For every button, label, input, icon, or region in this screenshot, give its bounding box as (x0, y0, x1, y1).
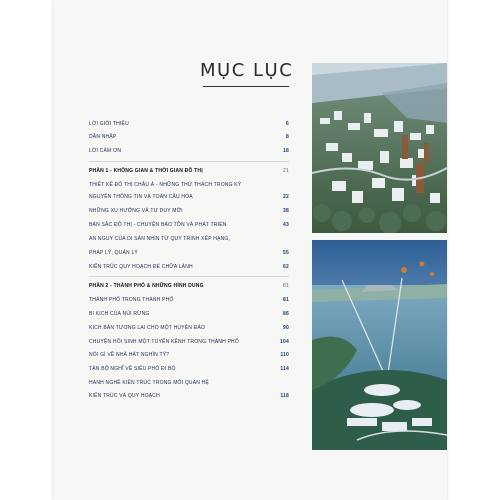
section-divider (89, 276, 289, 277)
toc-entry-label: CHUYỆN HỒI SINH MỘT TUYẾN KÊNH TRONG THÀNH PHỐ (89, 339, 239, 345)
toc-entry-label: KIẾN TRÚC VÀ QUY HOẠCH (89, 393, 160, 399)
toc-entry-label: PHÁP LÝ, QUẢN LÝ (89, 250, 138, 256)
toc-entry-page: 8 (286, 134, 289, 140)
toc-entry[interactable] (89, 148, 289, 154)
toc-entry[interactable] (89, 339, 289, 345)
toc-entry-page: 90 (283, 325, 289, 331)
toc-entry-page: 18 (283, 148, 289, 154)
waterfront-city-rendering-photo (312, 240, 447, 450)
toc-entry-page: 118 (280, 393, 289, 399)
toc-entry-label: NÓI GÌ VỀ NHÀ HÁT NGHÌN TỶ? (89, 352, 170, 358)
toc-entry-continued[interactable] (89, 393, 289, 399)
toc-entry-page: 114 (280, 366, 289, 372)
toc-entry[interactable] (89, 264, 289, 270)
toc-entry-continued[interactable] (89, 250, 289, 256)
toc-entry-label: BẢN SẮC ĐÔ THỊ - CHUYỆN BẢO TỒN VÀ PHÁT TRIỂN (89, 222, 227, 228)
toc-entry-page: 38 (283, 208, 289, 214)
toc-entry-label: DẪN NHẬP (89, 134, 117, 140)
toc-entry-page: 86 (283, 311, 289, 317)
toc-entry-label: HÀNH NGHỀ KIẾN TRÚC TRONG MỐI QUAN HỆ (89, 380, 210, 386)
part-1-heading: PHẦN 1 - KHÔNG GIAN & THỜI GIAN ĐÔ THỊ (89, 168, 203, 174)
toc-entry-label: TẢN BỘ NGHĨ VỀ SIÊU PHỐ ĐI BỘ (89, 366, 176, 372)
section-divider (89, 161, 289, 162)
toc-entry-label: THÀNH PHỐ TRONG THÀNH PHỐ (89, 297, 174, 303)
toc-entry-page: 43 (283, 222, 289, 228)
toc-entry-label: BI KỊCH CỦA NÚI RỪNG (89, 311, 150, 317)
toc-entry-label: THIẾT KẾ ĐÔ THỊ CHÂU Á - NHỮNG THỬ THÁCH TRONG KỶ (89, 182, 242, 188)
toc-entry[interactable] (89, 236, 289, 242)
toc-entry[interactable] (89, 366, 289, 372)
toc-entry-label: LỜI CẢM ƠN (89, 148, 122, 154)
toc-entry-continued[interactable] (89, 194, 289, 200)
toc-entry-page: 6 (286, 121, 289, 127)
part-2-heading: PHẦN 2 - THÀNH PHỐ & NHỮNG HÌNH DUNG (89, 283, 204, 289)
toc-entry[interactable] (89, 121, 289, 127)
toc-entry[interactable] (89, 182, 289, 188)
toc-entry[interactable] (89, 311, 289, 317)
part-1-page: 21 (283, 168, 289, 174)
toc-entry-label: NGUYÊN THÔNG TIN VÀ TOÀN CẦU HÓA (89, 194, 193, 200)
toc-entry[interactable] (89, 380, 289, 386)
toc-entry[interactable] (89, 222, 289, 228)
toc-entry[interactable] (89, 352, 289, 358)
toc-part-heading[interactable] (89, 283, 289, 289)
part-2-page: 81 (283, 283, 289, 289)
toc-entry-page: 55 (283, 250, 289, 256)
toc-entry-page: 104 (280, 339, 289, 345)
toc-entry-label: KIẾN TRÚC QUY HOẠCH ĐỂ CHỮA LÀNH (89, 264, 193, 270)
toc-entry[interactable] (89, 134, 289, 140)
toc-entry-label: KỊCH BẢN TƯƠNG LAI CHO MỘT HUYỆN ĐẢO (89, 325, 206, 331)
toc-part-heading[interactable] (89, 168, 289, 174)
page-title: MỤC LỤC (200, 60, 294, 81)
toc-entry-page: 110 (280, 352, 289, 358)
title-underline (203, 86, 289, 87)
toc-entry-page: 22 (283, 194, 289, 200)
toc-entry[interactable] (89, 297, 289, 303)
toc-entry-label: LỜI GIỚI THIỆU (89, 121, 129, 127)
toc-entry-page: 62 (283, 264, 289, 270)
aerial-city-rendering-photo (312, 63, 447, 233)
toc-entry-label: NHỮNG XU HƯỚNG VÀ TƯ DUY MỚI (89, 208, 183, 214)
toc-entry[interactable] (89, 208, 289, 214)
toc-entry-label: AN NGUY CỦA DI SẢN NHÌN TỪ QUY TRÌNH XẾP HẠNG, (89, 236, 231, 242)
toc-entry-page: 81 (283, 297, 289, 303)
toc-entry[interactable] (89, 325, 289, 331)
